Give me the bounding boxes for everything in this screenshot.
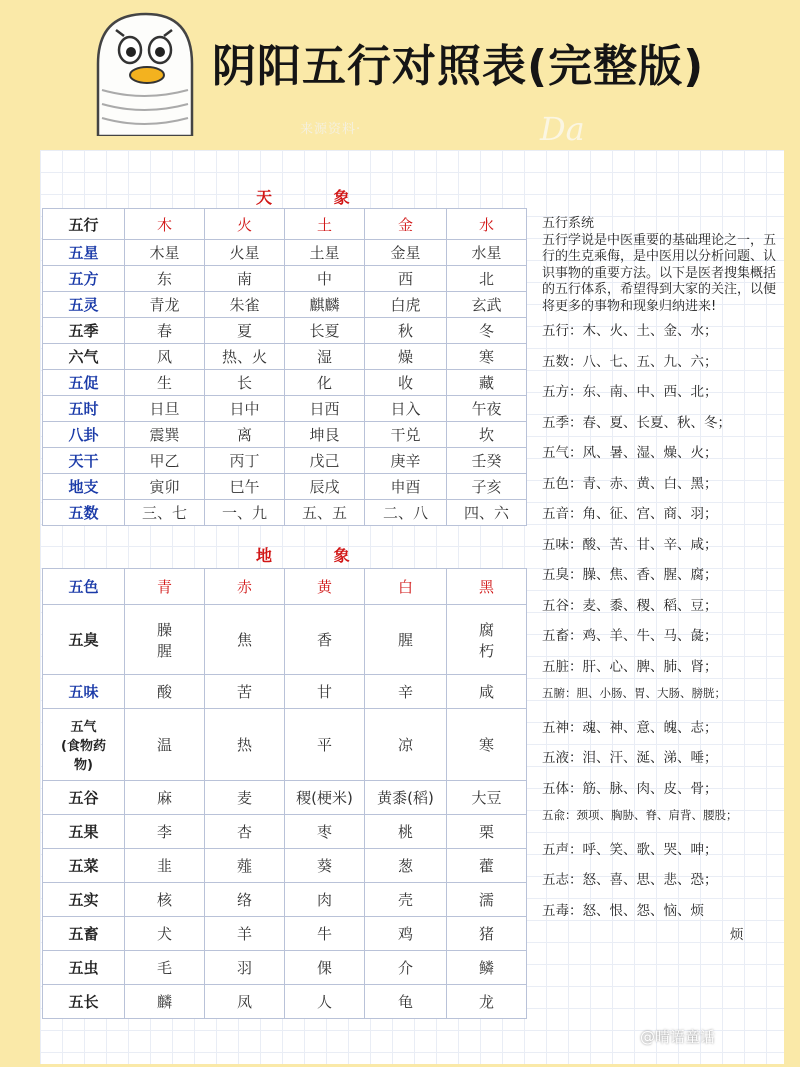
list-item: 五畜：鸡、羊、牛、马、彘；: [542, 628, 718, 644]
table-row: [43, 240, 527, 266]
list-item: 五脏：肝、心、脾、肺、肾；: [542, 658, 718, 675]
table-cell: 午夜: [447, 396, 527, 422]
table-row: [43, 675, 527, 709]
table-cell: 咸: [447, 675, 527, 709]
table-cell: 凉: [365, 709, 447, 781]
table-row: [43, 318, 527, 344]
duck-mascot-icon: [84, 6, 202, 136]
table-cell: 赤: [205, 569, 285, 605]
list-item: 五腑：胆、小肠、胃、大肠、膀胱；: [542, 686, 726, 700]
table-cell: 麒麟: [285, 292, 365, 318]
table-cell: 凤: [205, 985, 285, 1019]
table-cell: 羊: [205, 917, 285, 951]
table-cell: 戊己: [285, 448, 365, 474]
table-cell: 葱: [365, 849, 447, 883]
row-label: 五畜: [43, 917, 125, 951]
table-cell: 中: [285, 266, 365, 292]
table-cell: 人: [285, 985, 365, 1019]
row-label: 五菜: [43, 849, 125, 883]
table-cell: 焦: [205, 605, 285, 675]
table-cell: 大豆: [447, 781, 527, 815]
system-intro: 五行系统 五行学说是中医重要的基础理论之一，五行的生克乘侮，是中医用以分析问题、认识事物的重要方法。以下是医者搜集概括的五行体系，希望得到大家的关注，以便将更多的事物和现象归纳进来!: [542, 216, 777, 314]
table-cell: 核: [125, 883, 205, 917]
table-row: [43, 781, 527, 815]
table-cell: 燥: [365, 344, 447, 370]
list-item: 五毒：怒、恨、怨、恼、烦: [542, 902, 704, 919]
table-cell: 黑: [447, 569, 527, 605]
wuxing-list: [542, 319, 782, 943]
table-cell: 壬癸: [447, 448, 527, 474]
table-cell: 麦: [205, 781, 285, 815]
table-cell: 麻: [125, 781, 205, 815]
table-cell: 土: [285, 209, 365, 240]
table-cell: 东: [125, 266, 205, 292]
row-label: 五色: [43, 569, 125, 605]
brand-logo: Da: [540, 110, 585, 148]
table-cell: 牛: [285, 917, 365, 951]
table-cell: 桃: [365, 815, 447, 849]
table-cell: 甘: [285, 675, 365, 709]
row-label: 五数: [43, 500, 125, 526]
table-cell: 白: [365, 569, 447, 605]
table-cell: 白虎: [365, 292, 447, 318]
table-cell: 水星: [447, 240, 527, 266]
table-cell: 龟: [365, 985, 447, 1019]
table-row: [43, 292, 527, 318]
table-row: [43, 448, 527, 474]
table-row: [43, 266, 527, 292]
table-row: [43, 951, 527, 985]
table-cell: 土星: [285, 240, 365, 266]
table-cell: 寅卯: [125, 474, 205, 500]
di-table: [42, 568, 527, 1019]
table-cell: 犬: [125, 917, 205, 951]
list-item: 五色：青、赤、黄、白、黑；: [542, 475, 718, 492]
table-cell: 日入: [365, 396, 447, 422]
table-cell: 酸: [125, 675, 205, 709]
table-cell: 辛: [365, 675, 447, 709]
wuxing-system-sidebar: [542, 216, 782, 943]
table-cell: 坎: [447, 422, 527, 448]
table-row: [43, 344, 527, 370]
table-cell: 南: [205, 266, 285, 292]
table-cell: 玄武: [447, 292, 527, 318]
list-item: 五气：风、暑、湿、燥、火；: [542, 445, 718, 461]
page-title: 阴阳五行对照表(完整版): [212, 41, 705, 92]
list-item: 五声：呼、笑、歌、哭、呻；: [542, 841, 718, 858]
table-cell: 四、六: [447, 500, 527, 526]
table-row: [43, 474, 527, 500]
table-cell: 寒: [447, 709, 527, 781]
table-row: [43, 883, 527, 917]
table-cell: 申酉: [365, 474, 447, 500]
table-cell: 龙: [447, 985, 527, 1019]
row-label: 五促: [43, 370, 125, 396]
table-cell: 韭: [125, 849, 205, 883]
list-item: 五志：怒、喜、思、悲、恐；: [542, 872, 718, 888]
table-cell: 庚辛: [365, 448, 447, 474]
table-row: [43, 396, 527, 422]
table-cell: 木星: [125, 240, 205, 266]
table-cell: 青: [125, 569, 205, 605]
table-cell: 干兑: [365, 422, 447, 448]
tian-table: [42, 208, 527, 526]
table-cell: 黄: [285, 569, 365, 605]
row-label: 五灵: [43, 292, 125, 318]
table-cell: 甲乙: [125, 448, 205, 474]
table-cell: 濡: [447, 883, 527, 917]
table-cell: 壳: [365, 883, 447, 917]
table-cell: 风: [125, 344, 205, 370]
row-label: 五时: [43, 396, 125, 422]
table-cell: 子亥: [447, 474, 527, 500]
table-cell: 栗: [447, 815, 527, 849]
row-label: 五季: [43, 318, 125, 344]
table-cell: 毛: [125, 951, 205, 985]
row-label: 五果: [43, 815, 125, 849]
table-cell: 鸡: [365, 917, 447, 951]
table-cell: 热、火: [205, 344, 285, 370]
table-cell: 五、五: [285, 500, 365, 526]
table-cell: 离: [205, 422, 285, 448]
table-cell: 二、八: [365, 500, 447, 526]
table-cell: 巳午: [205, 474, 285, 500]
row-label: 五方: [43, 266, 125, 292]
table-cell: 日西: [285, 396, 365, 422]
tian-header-row: [43, 209, 527, 240]
row-label: 五谷: [43, 781, 125, 815]
table-cell: 黄黍(稻): [365, 781, 447, 815]
table-row: [43, 849, 527, 883]
table-cell: 杏: [205, 815, 285, 849]
table-cell: 肉: [285, 883, 365, 917]
table-cell: 丙丁: [205, 448, 285, 474]
table-cell: 苦: [205, 675, 285, 709]
row-label: 八卦: [43, 422, 125, 448]
list-item: 五数：八、七、五、九、六；: [542, 353, 718, 370]
row-label: 五虫: [43, 951, 125, 985]
row-label: 五行: [43, 209, 125, 240]
table-cell: 木: [125, 209, 205, 240]
list-item: 五臭：臊、焦、香、腥、腐；: [542, 567, 718, 583]
table-cell: 平: [285, 709, 365, 781]
watermark: @晴语童话: [640, 1028, 716, 1046]
list-item: 五液：泪、汗、涎、涕、唾；: [542, 750, 718, 766]
table-cell: 金星: [365, 240, 447, 266]
table-row: [43, 985, 527, 1019]
table-row: [43, 605, 527, 675]
table-cell: 三、七: [125, 500, 205, 526]
row-label: 五长: [43, 985, 125, 1019]
table-cell: 震巽: [125, 422, 205, 448]
table-cell: 化: [285, 370, 365, 396]
table-row: [43, 422, 527, 448]
table-cell: 稷(梗米): [285, 781, 365, 815]
table-cell: 秋: [365, 318, 447, 344]
table-cell: 火: [205, 209, 285, 240]
table-cell: 金: [365, 209, 447, 240]
row-label: 五实: [43, 883, 125, 917]
table-row: [43, 370, 527, 396]
list-item: 五体：筋、脉、肉、皮、骨；: [542, 780, 718, 797]
list-wrap-text: 烦: [730, 927, 744, 943]
table-cell: 坤艮: [285, 422, 365, 448]
row-label: 五味: [43, 675, 125, 709]
table-cell: 络: [205, 883, 285, 917]
table-cell: 臊 腥: [125, 605, 205, 675]
table-row: [43, 917, 527, 951]
list-item: 五谷：麦、黍、稷、稻、豆；: [542, 597, 718, 614]
table-cell: 介: [365, 951, 447, 985]
source-caption: 来源资料·: [300, 122, 362, 137]
tian-section-title: 天 象: [256, 188, 378, 207]
header: [0, 0, 800, 150]
list-item: 五方：东、南、中、西、北；: [542, 384, 718, 400]
list-item: 五季：春、夏、长夏、秋、冬；: [542, 414, 731, 431]
table-cell: 寒: [447, 344, 527, 370]
row-label: 六气: [43, 344, 125, 370]
table-cell: 羽: [205, 951, 285, 985]
table-cell: 火星: [205, 240, 285, 266]
table-cell: 夏: [205, 318, 285, 344]
table-cell: 鳞: [447, 951, 527, 985]
table-cell: 青龙: [125, 292, 205, 318]
list-item: 五神：魂、神、意、魄、志；: [542, 719, 718, 736]
list-item: 五兪：颈项、胸胁、脊、肩背、腰股；: [542, 808, 738, 822]
table-cell: 温: [125, 709, 205, 781]
table-cell: 长夏: [285, 318, 365, 344]
list-item: 五行：木、火、土、金、水；: [542, 323, 718, 339]
table-cell: 腥: [365, 605, 447, 675]
table-cell: 西: [365, 266, 447, 292]
row-label: 五气 (食物药 物): [43, 709, 125, 781]
table-row: [43, 709, 527, 781]
table-cell: 冬: [447, 318, 527, 344]
row-label: 天干: [43, 448, 125, 474]
row-label: 五臭: [43, 605, 125, 675]
table-cell: 腐 朽: [447, 605, 527, 675]
table-cell: 收: [365, 370, 447, 396]
row-label: 地支: [43, 474, 125, 500]
table-cell: 长: [205, 370, 285, 396]
table-cell: 薤: [205, 849, 285, 883]
table-cell: 春: [125, 318, 205, 344]
table-cell: 辰戌: [285, 474, 365, 500]
list-item: 五味：酸、苦、甘、辛、咸；: [542, 536, 718, 553]
list-item: 五音：角、征、宫、商、羽；: [542, 506, 718, 522]
table-cell: 北: [447, 266, 527, 292]
di-section-title: 地 象: [256, 546, 378, 565]
table-row: [43, 500, 527, 526]
table-cell: 枣: [285, 815, 365, 849]
table-cell: 水: [447, 209, 527, 240]
table-cell: 湿: [285, 344, 365, 370]
di-header-row: [43, 569, 527, 605]
table-cell: 日旦: [125, 396, 205, 422]
table-cell: 生: [125, 370, 205, 396]
table-cell: 热: [205, 709, 285, 781]
table-cell: 藿: [447, 849, 527, 883]
table-cell: 朱雀: [205, 292, 285, 318]
table-cell: 藏: [447, 370, 527, 396]
table-cell: 日中: [205, 396, 285, 422]
table-cell: 李: [125, 815, 205, 849]
table-cell: 一、九: [205, 500, 285, 526]
row-label: 五星: [43, 240, 125, 266]
table-cell: 香: [285, 605, 365, 675]
table-cell: 葵: [285, 849, 365, 883]
table-row: [43, 815, 527, 849]
table-cell: 倮: [285, 951, 365, 985]
table-cell: 猪: [447, 917, 527, 951]
table-cell: 麟: [125, 985, 205, 1019]
